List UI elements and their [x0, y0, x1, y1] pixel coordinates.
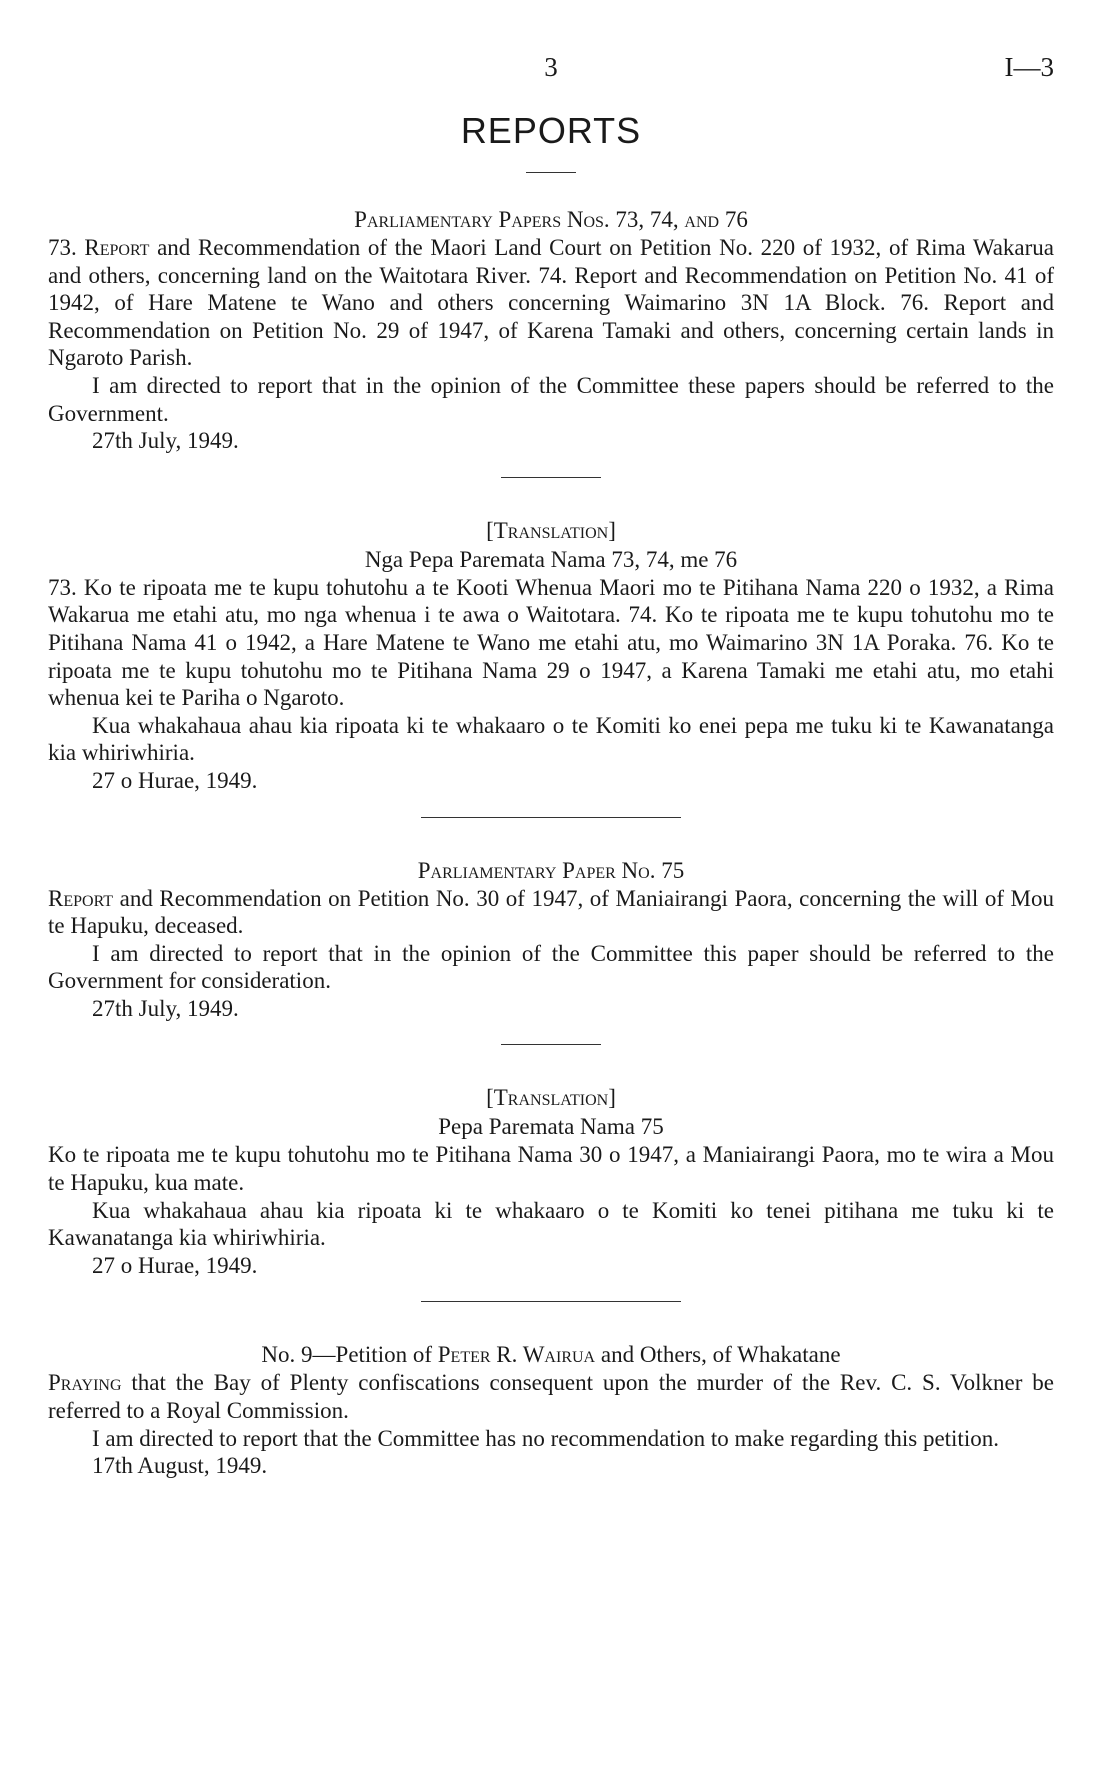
document-page — [48, 52, 1054, 1480]
divider — [421, 1301, 681, 1302]
report-date: 27th July, 1949. — [92, 428, 239, 454]
page-title: REPORTS — [460, 110, 642, 151]
lead-word: Praying — [48, 1370, 122, 1396]
translation-label: [Translation] — [486, 517, 616, 543]
report-date: 27th July, 1949. — [92, 995, 239, 1021]
translation-label: [Translation] — [486, 1085, 616, 1111]
report-text: that the Bay of Plenty confiscations consequent upon the murder of the Rev. C. S. Volkner be referred to a Royal Commission. — [48, 1370, 1054, 1424]
page-header — [48, 52, 1054, 92]
divider — [526, 172, 576, 173]
divider — [421, 817, 681, 818]
report-paragraph: 73. Ko te ripoata me te kupu tohutohu a te Kooti Whenua Maori mo te Pitihana Nama 220 o 1932, a Rima Wakarua me etahi atu, mo nga whenua i te awa o Waitotara. 74. Ko te ripoata me te kupu tohutohu mo te Pitihana Nama 41 o 1942, a Hare Matene te Wano me etahi atu, mo Waimarino 3N 1A Poraka. 76. Ko te ripoata me te kupu tohutohu mo te Pitihana Nama 29 o 1947, a Karena Tamaki me etahi atu, mo etahi whenua kei te Pariha o Ngaroto. — [48, 574, 1054, 711]
report-text: and Recommendation on Petition No. 30 of 1947, of Maniairangi Paora, concerning the will of Mou te Hapuku, deceased. — [48, 885, 1054, 939]
report-paragraph: Ko te ripoata me te kupu tohutohu mo te Pitihana Nama 30 o 1947, a Maniairangi Paora, mo te wira a Mou te Hapuku, kua mate. — [48, 1142, 1054, 1196]
report-paragraph — [48, 234, 1054, 372]
section-translation-75 — [48, 1083, 1054, 1279]
report-date: 27 o Hurae, 1949. — [92, 767, 258, 793]
report-text: and Recommendation of the Maori Land Court on Petition No. 220 of 1932, of Rima Wakarua and others, concerning land on the Waitotara River. 74. Report and Recommendation on Petition No. 41 of 1942, of Hare Matene te Wano and others concerning Waimarino 3N 1A Block. 76. Report and Recommendation on Petition No. 29 of 1947, of Karena Tamaki and others, concerning certain lands in Ngaroto Parish. — [48, 235, 1054, 371]
directed-paragraph: I am directed to report that in the opinion of the Committee these papers should be referred to the Government. — [48, 372, 1054, 426]
section-paper-75 — [48, 856, 1054, 1023]
section-heading: Pepa Paremata Nama 75 — [438, 1114, 664, 1140]
section-heading: Nga Pepa Paremata Nama 73, 74, me 76 — [364, 546, 738, 572]
report-paragraph — [48, 1369, 1054, 1424]
heading-suffix: and Others, of Whakatane — [595, 1342, 841, 1368]
heading-prefix: No. 9—Petition of — [261, 1342, 438, 1368]
section-petition-9 — [48, 1340, 1054, 1479]
section-translation-73-74-76 — [48, 516, 1054, 795]
section-heading: Parliamentary Paper No. 75 — [417, 857, 685, 883]
directed-paragraph: Kua whakahaua ahau kia ripoata ki te whakaaro o te Komiti ko enei pepa me tuku ki te Kawanatanga kia whiriwhiria. — [48, 712, 1054, 766]
lead-word: 73. Report — [48, 235, 150, 260]
petitioner-name: Peter R. Wairua — [437, 1342, 596, 1368]
report-paragraph — [48, 885, 1054, 940]
divider — [501, 1044, 601, 1045]
divider — [501, 477, 601, 478]
report-date: 17th August, 1949. — [92, 1453, 268, 1479]
section-heading: Parliamentary Papers Nos. 73, 74, and 76 — [354, 207, 748, 232]
directed-paragraph: I am directed to report that the Committee has no recommendation to make regarding this petition. — [92, 1425, 999, 1451]
report-date: 27 o Hurae, 1949. — [92, 1252, 258, 1278]
document-code: I—3 — [1004, 52, 1054, 82]
lead-word: Report — [48, 885, 114, 911]
section-heading — [48, 1340, 1054, 1369]
directed-paragraph: I am directed to report that in the opinion of the Committee this paper should be referred to the Government for consideration. — [48, 940, 1054, 994]
directed-paragraph: Kua whakahaua ahau kia ripoata ki te whakaaro o te Komiti ko tenei pitihana me tuku ki te Kawanatanga kia whiriwhiria. — [48, 1197, 1054, 1251]
page-number: 3 — [544, 52, 558, 82]
section-papers-73-74-76 — [48, 205, 1054, 455]
